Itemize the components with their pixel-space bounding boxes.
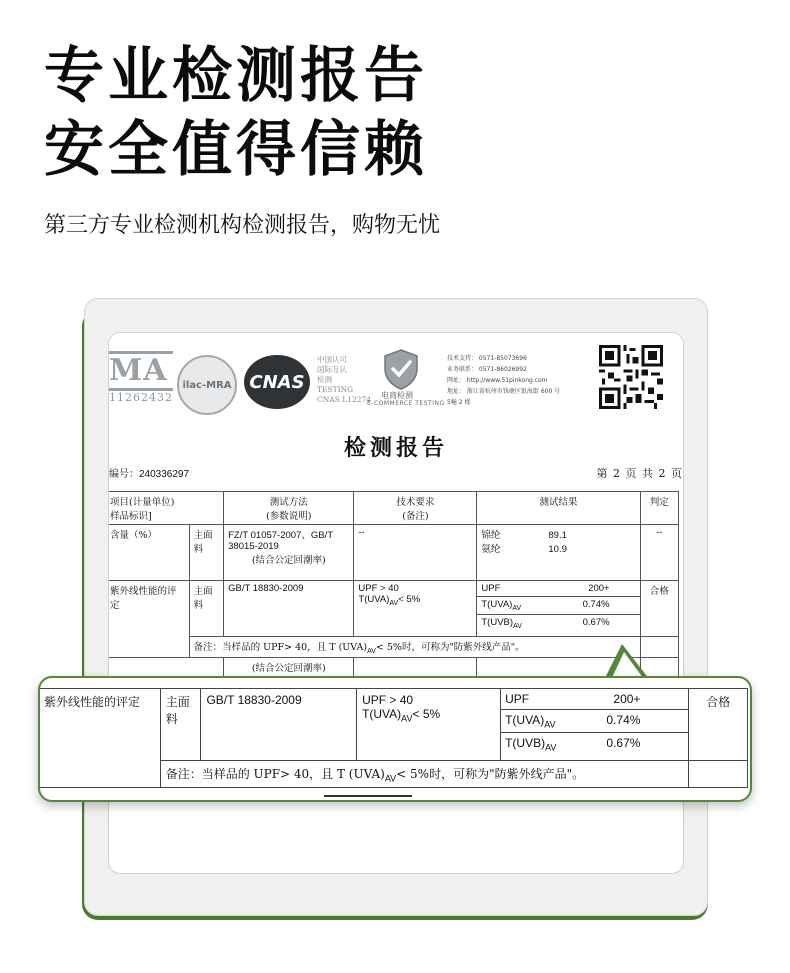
divider-line: [324, 795, 412, 797]
headline-line-1: 专业检测报告: [44, 41, 428, 111]
table-row: 紫外线性能的评定 主面料 GB/T 18830-2009 UPF > 40 $T(UVA)_{AV}< 5\%$ UPF 200+ $T(UVA)_{AV}$ 0.74% $T(UVB)_{AV}$ 0.67% 合格: [108, 581, 679, 637]
cnas-side-text: 中国认可 国际互认 检测 TESTING CNAS L12274: [317, 355, 372, 404]
ecommerce-label-en: E-COMMERCE TESTING: [367, 400, 445, 407]
table-row: 含量（%） 主面料 FZ/T 01057-2007、GB/T 38015-2019 (结合公定回潮率) -- 锦纶 89.1 氨纶 10.9 --: [108, 525, 679, 581]
table-header-row: 项目(计量单位) 样品标识] 测试方法 (参数说明) 技术要求 (备注) 测试结果 判定: [108, 492, 679, 525]
report-title: 检测报告: [343, 435, 448, 461]
subtitle: 第三方专业检测机构检测报告，购物无忧: [44, 213, 441, 238]
zoom-callout: [38, 676, 752, 802]
page-info: 第 2 页 共 2 页: [596, 467, 683, 480]
contact-info: 技术支持： 0571-85073696 业务联系： 0571-86026992 网址： http://www.51pinkong.com 地址： 浙江省杭州市钱塘区银海街 600 号 5幢 2 楼: [447, 355, 561, 406]
table-note-row: 备注：当样品的 UPF> 40，且 T $(UVA)_{AV}< 5\%$时，可称为"防紫外线产品"。: [108, 637, 679, 658]
table-note-row: 备注：当样品的 UPF> 40，且 T $(UVA)_{AV}< 5\%$时，可称为"防紫外线产品"。: [39, 761, 748, 788]
qr-code-icon: [599, 345, 663, 409]
report-number: 编号：240336297: [109, 469, 190, 480]
headline-line-2: 安全值得信赖: [44, 115, 428, 185]
ecommerce-shield-icon: [379, 347, 423, 391]
ilac-mra-logo: ilac-MRA: [177, 355, 237, 415]
report-table: [108, 491, 679, 678]
zoomed-table: [38, 688, 748, 788]
ecommerce-label: 电商检测: [381, 391, 413, 400]
cnas-logo: CNAS: [244, 355, 310, 409]
cma-logo: MA 11262432: [109, 353, 173, 404]
table-row: (结合公定回潮率): [108, 657, 679, 677]
table-row: 紫外线性能的评定 主面料 GB/T 18830-2009 UPF > 40 $T(UVA)_{AV}< 5\%$ UPF 200+ $T(UVA)_{AV}$ 0.74% $T(UVB)_{AV}$ 0.67% 合格: [39, 689, 748, 761]
